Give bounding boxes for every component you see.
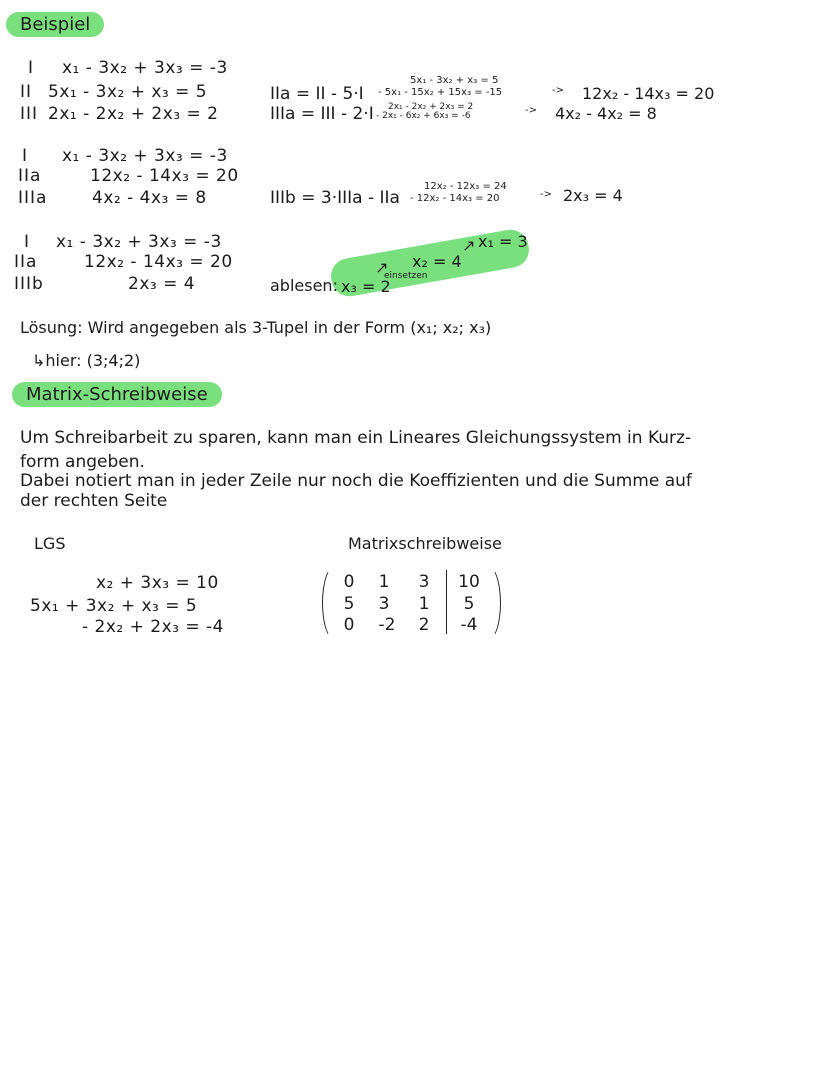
row-label: I <box>22 146 29 166</box>
result-iiib: 2x₃ = 4 <box>563 186 623 205</box>
equation: 4x₂ - 4x₃ = 8 <box>92 188 207 208</box>
matrix-label: Matrixschreibweise <box>348 534 502 553</box>
matrix-cell: 1 <box>378 572 390 592</box>
row-label: IIa <box>18 166 42 186</box>
arrow: -> <box>552 85 564 96</box>
row-label: IIIa <box>18 188 48 208</box>
matrix-cell: -2 <box>378 615 396 635</box>
calc-b-top: 2x₁ - 2x₂ + 2x₃ = 2 <box>388 102 474 112</box>
lgs-row: 5x₁ + 3x₂ + x₃ = 5 <box>30 596 198 616</box>
readoff-x3: x₃ = 2 <box>341 277 391 296</box>
arrow: -> <box>540 189 552 200</box>
row-label: II <box>20 82 33 102</box>
operation-iiib: IIIb = 3·IIIa - IIa <box>270 188 400 208</box>
equation: 12x₂ - 14x₃ = 20 <box>90 166 239 186</box>
readoff-x1: x₁ = 3 <box>478 232 528 251</box>
row-label: IIIb <box>14 274 44 294</box>
matrix-cell: 3 <box>378 594 390 614</box>
equation: 2x₃ = 4 <box>128 274 196 294</box>
lgs-label: LGS <box>34 534 66 553</box>
matrix-divider <box>446 570 447 634</box>
operation-b: IIIa = III - 2·I <box>270 104 374 124</box>
heading-example: Beispiel <box>6 12 104 37</box>
equation: x₁ - 3x₂ + 3x₃ = -3 <box>62 146 228 166</box>
paragraph-line: Um Schreibarbeit zu sparen, kann man ein Lineares Gleichungssystem in Kurz- <box>20 428 692 448</box>
matrix-cell: 5 <box>463 594 475 614</box>
operation-a: IIa = II - 5·I <box>270 84 364 104</box>
arrow-up-icon: ↗ <box>462 236 476 255</box>
matrix-cell: 1 <box>418 594 430 614</box>
matrix-cell: -4 <box>460 615 478 635</box>
paragraph-line: der rechten Seite <box>20 491 168 511</box>
row-label: I <box>28 58 35 78</box>
calc-bottom: - 12x₂ - 14x₃ = 20 <box>410 193 500 204</box>
paragraph-line: Dabei notiert man in jeder Zeile nur noch die Koeffizienten und die Summe auf <box>20 471 692 491</box>
readoff-label: ablesen: <box>270 276 338 295</box>
result-a: 12x₂ - 14x₃ = 20 <box>582 84 715 103</box>
calc-a-top: 5x₁ - 3x₂ + x₃ = 5 <box>410 75 499 86</box>
result-b: 4x₂ - 4x₂ = 8 <box>555 104 657 123</box>
row-label: IIa <box>14 252 38 272</box>
heading-matrix: Matrix-Schreibweise <box>12 382 222 407</box>
matrix-cell: 0 <box>343 615 355 635</box>
row-label: I <box>24 232 31 252</box>
readoff-x2: x₂ = 4 <box>412 252 462 271</box>
matrix-cell: 10 <box>458 572 480 592</box>
matrix-cell: 3 <box>418 572 430 592</box>
matrix-cell: 5 <box>343 594 355 614</box>
calc-a-bottom: - 5x₁ - 15x₂ + 15x₃ = -15 <box>378 87 503 98</box>
paragraph-line: form angeben. <box>20 452 145 472</box>
equation: x₁ - 3x₂ + 3x₃ = -3 <box>56 232 222 252</box>
calc-b-bottom: - 2x₁ - 6x₂ + 6x₃ = -6 <box>376 111 471 121</box>
lgs-row: x₂ + 3x₃ = 10 <box>96 573 219 593</box>
solution-here: ↳hier: (3;4;2) <box>32 351 141 370</box>
equation: 2x₁ - 2x₂ + 2x₃ = 2 <box>48 104 219 124</box>
substitute-label: einsetzen <box>384 271 428 281</box>
lgs-row: - 2x₂ + 2x₃ = -4 <box>82 617 224 637</box>
equation: x₁ - 3x₂ + 3x₃ = -3 <box>62 58 228 78</box>
matrix-cell: 0 <box>343 572 355 592</box>
equation: 5x₁ - 3x₂ + x₃ = 5 <box>48 82 208 102</box>
equation: 12x₂ - 14x₃ = 20 <box>84 252 233 272</box>
matrix-cell: 2 <box>418 615 430 635</box>
calc-top: 12x₂ - 12x₃ = 24 <box>424 181 507 192</box>
arrow: -> <box>525 105 537 116</box>
solution-text: Lösung: Wird angegeben als 3-Tupel in der Form (x₁; x₂; x₃) <box>20 318 492 337</box>
row-label: III <box>20 104 39 124</box>
arrow-up-icon: ↗ <box>375 258 389 277</box>
